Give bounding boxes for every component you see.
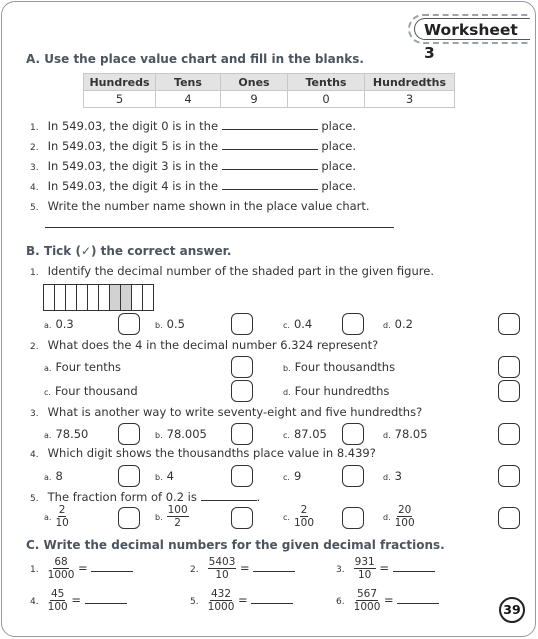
answer-blank[interactable] [222,180,318,190]
b1-option-b: b. 0.5 [155,317,185,331]
value-ones: 9 [221,91,288,108]
b4-option-d: d. 3 [383,469,402,483]
b1-checkbox-b[interactable] [231,313,253,335]
answer-blank[interactable] [222,120,318,130]
b2-checkbox-b[interactable] [498,356,520,378]
b1-option-a: a. 0.3 [44,317,74,331]
b3-checkbox-a[interactable] [118,423,140,445]
b4-checkbox-d[interactable] [498,465,520,487]
answer-blank[interactable] [222,160,318,170]
b5-option-d: d. $\frac{20}{100}$ [383,504,415,529]
b-question-4: 4. Which digit shows the thousandths place value in 8.439? [30,446,376,460]
answer-blank[interactable] [397,594,439,604]
b2-option-a: a. Four tenths [44,360,122,374]
b4-option-a: a. 8 [44,469,63,483]
answer-blank[interactable] [85,594,127,604]
b2-option-b: b. Four thousandths [283,360,396,374]
b1-checkbox-d[interactable] [498,313,520,335]
b5-checkbox-a[interactable] [118,507,140,529]
b2-option-c: c. Four thousand [44,384,138,398]
b5-checkbox-b[interactable] [231,507,253,529]
b1-option-d: d. 0.2 [383,317,413,331]
answer-blank[interactable] [91,562,133,572]
a-question-3: 3. In 549.03, the digit 3 is in the place. [30,159,356,173]
b2-checkbox-d[interactable] [498,380,520,402]
b2-option-d: d. Four hundredths [283,384,390,398]
header-hundreds: Hundreds [84,74,156,91]
a-question-1: 1. In 549.03, the digit 0 is in the place. [30,119,356,133]
b5-checkbox-d[interactable] [498,507,520,529]
b3-checkbox-c[interactable] [342,423,364,445]
b3-option-d: d. 78.05 [383,427,428,441]
b1-checkbox-a[interactable] [118,313,140,335]
value-tenths: 0 [288,91,365,108]
b3-option-b: b. 78.005 [155,427,207,441]
b3-option-c: c. 87.05 [283,427,327,441]
section-a-title: A. Use the place value chart and fill in the blanks. [26,52,364,66]
b-question-3: 3. What is another way to write seventy-eight and five hundredths? [30,405,423,419]
answer-blank[interactable] [393,562,435,572]
b4-checkbox-b[interactable] [231,465,253,487]
b1-checkbox-c[interactable] [342,313,364,335]
b-question-2: 2. What does the 4 in the decimal number 6.324 represent? [30,338,379,352]
section-c-title: C. Write the decimal numbers for the given decimal fractions. [26,538,445,552]
a-question-5: 5. Write the number name shown in the place value chart. [30,199,370,213]
value-hundredths: 3 [365,91,455,108]
header-tenths: Tenths [288,74,365,91]
header-tens: Tens [156,74,221,91]
value-hundreds: 5 [84,91,156,108]
b4-option-c: c. 9 [283,469,302,483]
b2-checkbox-c[interactable] [231,380,253,402]
b2-checkbox-a[interactable] [231,356,253,378]
answer-blank[interactable] [251,594,293,604]
place-value-chart [83,73,455,108]
c-item-5: 5. $\frac{432}{1000}$ = [190,588,293,613]
b5-option-c: c. $\frac{2}{100}$ [283,504,314,529]
shaded-strip-figure [44,284,154,311]
a-question-4: 4. In 549.03, the digit 4 is in the place. [30,179,356,193]
strip-cell [142,284,154,311]
answer-blank[interactable] [222,140,318,150]
answer-blank[interactable] [253,562,295,572]
c-item-3: 3. $\frac{931}{10}$ = [336,556,435,581]
a-question-2: 2. In 549.03, the digit 5 is in the place. [30,139,356,153]
c-item-6: 6. $\frac{567}{1000}$ = [336,588,439,613]
c-item-1: 1. $\frac{68}{1000}$ = [30,556,133,581]
worksheet-title: Worksheet 3 [414,18,530,40]
b-question-5: 5. The fraction form of 0.2 is . [30,490,261,504]
header-ones: Ones [221,74,288,91]
c-item-4: 4. $\frac{45}{100}$ = [30,588,127,613]
header-hundredths: Hundredths [365,74,455,91]
value-tens: 4 [156,91,221,108]
b5-option-b: b. $\frac{100}{2}$ [155,504,188,529]
b3-option-a: a. 78.50 [44,427,89,441]
b5-checkbox-c[interactable] [342,507,364,529]
number-name-answer-line[interactable] [45,227,394,228]
section-b-title: B. Tick (✓) the correct answer. [26,244,232,258]
b3-checkbox-b[interactable] [231,423,253,445]
page-number: 39 [499,597,525,623]
c-item-2: 2. $\frac{5403}{10}$ = [190,556,295,581]
answer-blank[interactable] [201,491,257,501]
b5-option-a: a. $\frac{2}{10}$ [44,504,69,529]
worksheet-badge [408,14,530,62]
b4-checkbox-c[interactable] [342,465,364,487]
b-question-1: 1. Identify the decimal number of the shaded part in the given figure. [30,264,434,278]
b4-checkbox-a[interactable] [118,465,140,487]
b1-option-c: c. 0.4 [283,317,313,331]
b4-option-b: b. 4 [155,469,174,483]
b3-checkbox-d[interactable] [498,423,520,445]
